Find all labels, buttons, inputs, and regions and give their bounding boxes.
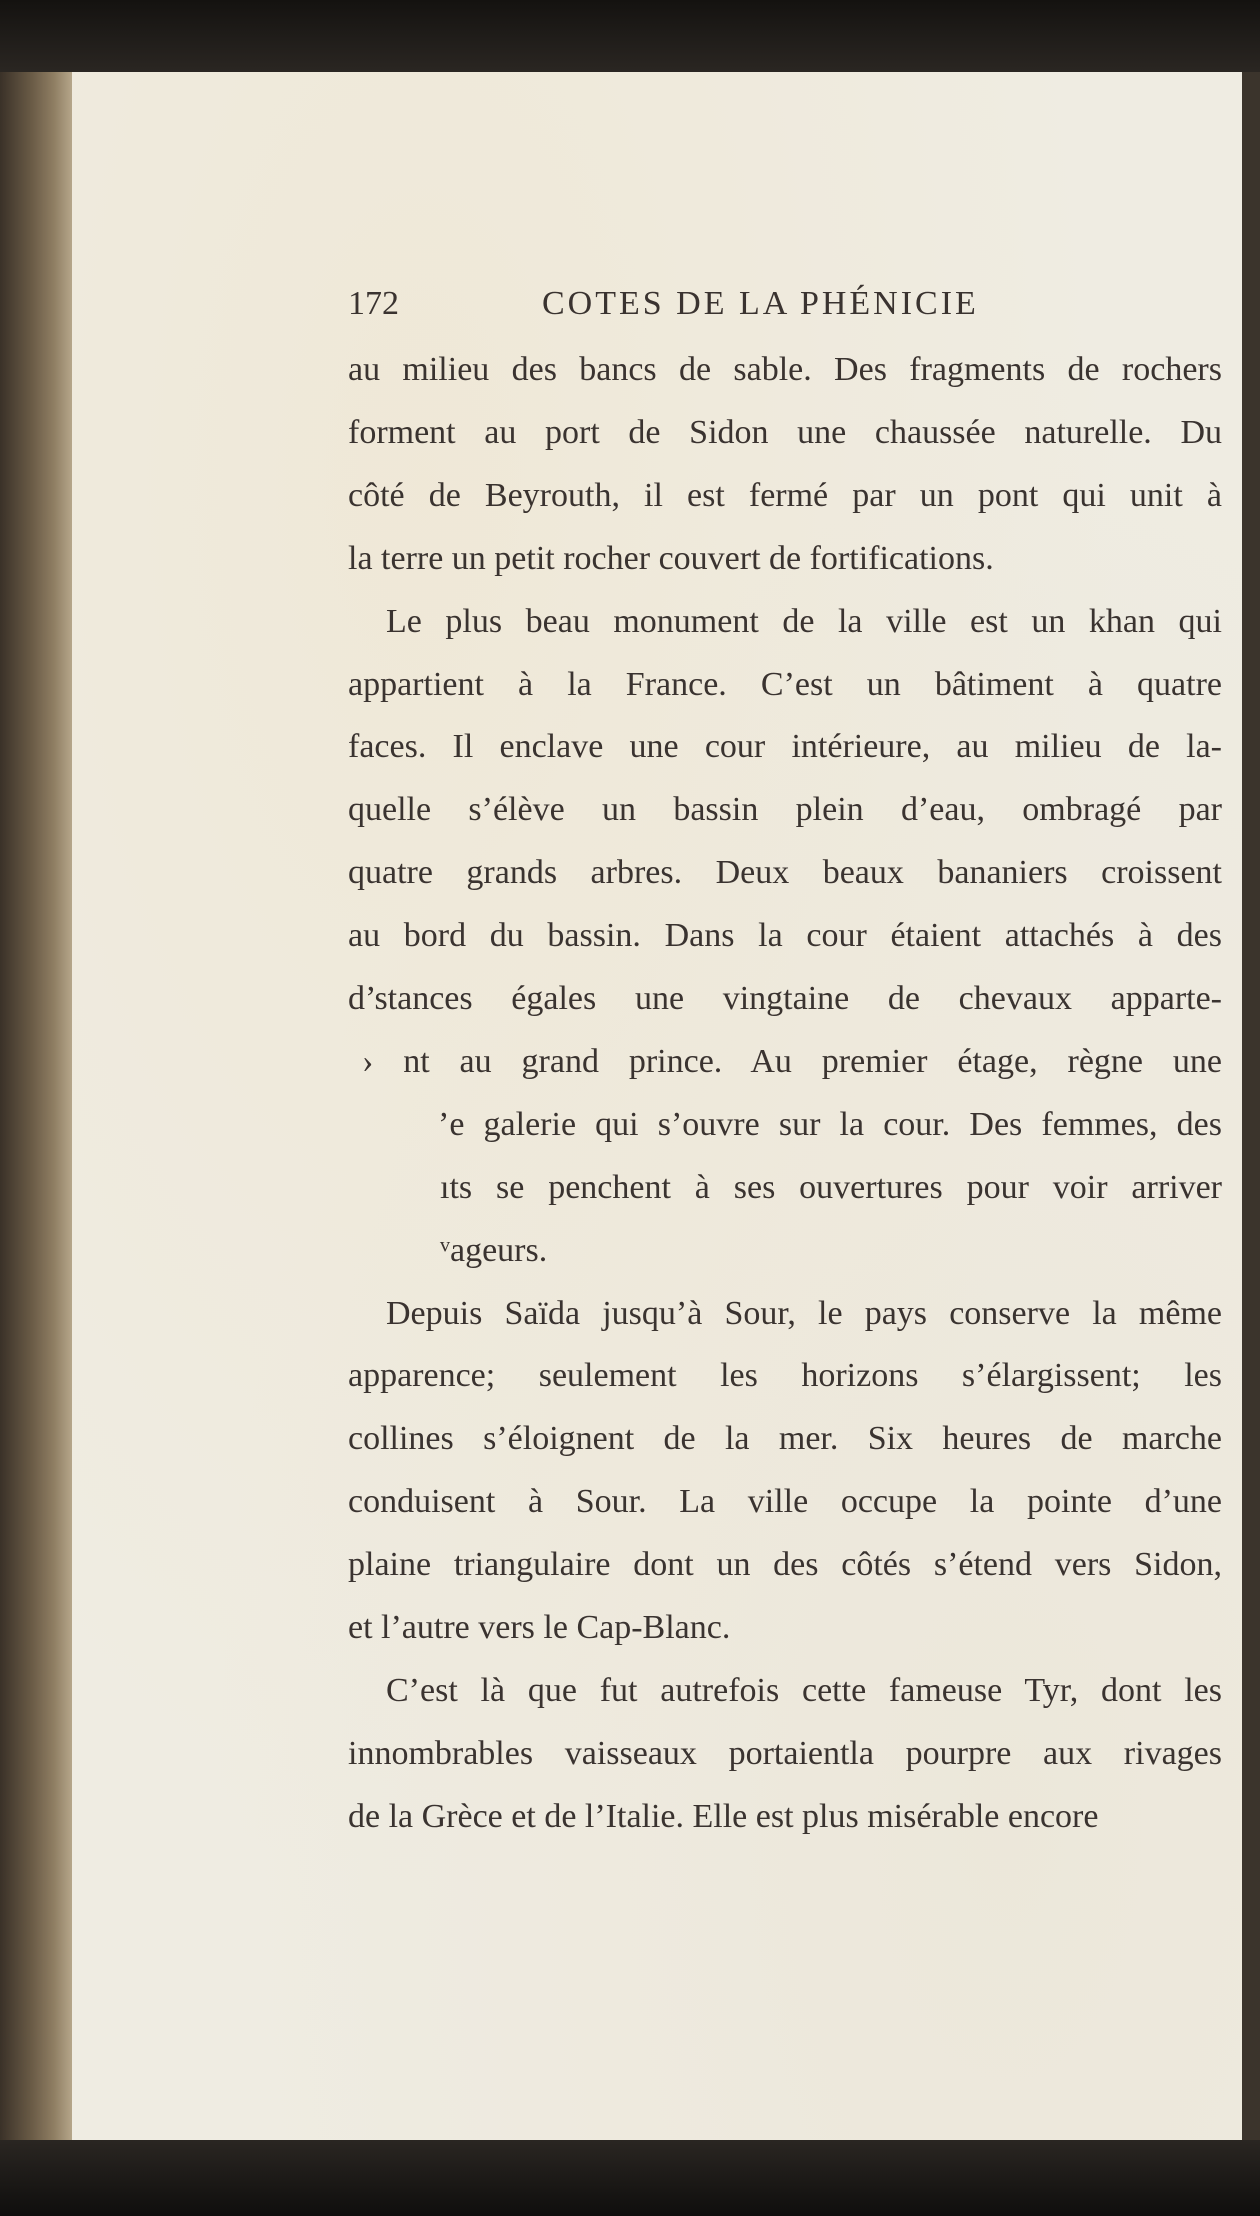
book-spine-edge <box>0 72 72 2140</box>
text-line: C’est là que fut autrefois cette fameuse Tyr, dont les <box>386 1671 1222 1709</box>
text-line: plaine triangulaire dont un des côtés s’étend vers Sidon, <box>348 1546 1222 1584</box>
text-line: d’stances égales une vingtaine de chevaux apparte- <box>348 980 1222 1017</box>
text-line: conduisent à Sour. La ville occupe la pointe d’une <box>348 1483 1222 1521</box>
running-title: COTES DE LA PHÉNICIE <box>542 285 979 322</box>
text-line: forment au port de Sidon une chaussée naturelle. Du <box>348 413 1222 451</box>
text-line: et l’autre vers le Cap-Blanc. <box>348 1609 731 1646</box>
scan-border-top <box>0 0 1260 72</box>
text-line: quelle s’élève un bassin plein d’eau, ombragé par <box>348 791 1222 829</box>
text-line: faces. Il enclave une cour intérieure, au milieu de la- <box>348 728 1222 766</box>
text-line: ᵛageurs. <box>440 1231 548 1269</box>
scan-border-bottom <box>0 2140 1260 2216</box>
text-line: apparence; seulement les horizons s’élargissent; les <box>348 1357 1222 1395</box>
text-line: collines s’éloignent de la mer. Six heures de marche <box>348 1420 1222 1458</box>
text-line: innombrables vaisseaux portaientla pourpre aux rivages <box>348 1734 1222 1772</box>
text-line: au milieu des bancs de sable. Des fragments de rochers <box>348 351 1222 388</box>
text-line: quatre grands arbres. Deux beaux bananiers croissent <box>348 854 1222 892</box>
text-line: appartient à la France. C’est un bâtiment à quatre <box>348 665 1222 703</box>
text-line: côté de Beyrouth, il est fermé par un pont qui unit à <box>348 476 1222 514</box>
text-line: la terre un petit rocher couvert de fortifications. <box>348 539 994 577</box>
text-line: Le plus beau monument de la ville est un khan qui <box>386 602 1222 640</box>
text-line: au bord du bassin. Dans la cour étaient attachés à des <box>348 917 1222 955</box>
text-line: Depuis Saïda jusqu’à Sour, le pays conserve la même <box>386 1294 1222 1332</box>
text-line: de la Grèce et de l’Italie. Elle est plus misérable encore <box>348 1797 1099 1835</box>
text-line: ıts se penchent à ses ouvertures pour voir arriver <box>440 1168 1222 1206</box>
text-line: › nt au grand prince. Au premier étage, règne une <box>362 1042 1222 1080</box>
page-number: 172 <box>348 285 399 322</box>
text-line: ’e galerie qui s’ouvre sur la cour. Des femmes, des <box>438 1105 1222 1143</box>
scan-border-right <box>1242 72 1260 2140</box>
